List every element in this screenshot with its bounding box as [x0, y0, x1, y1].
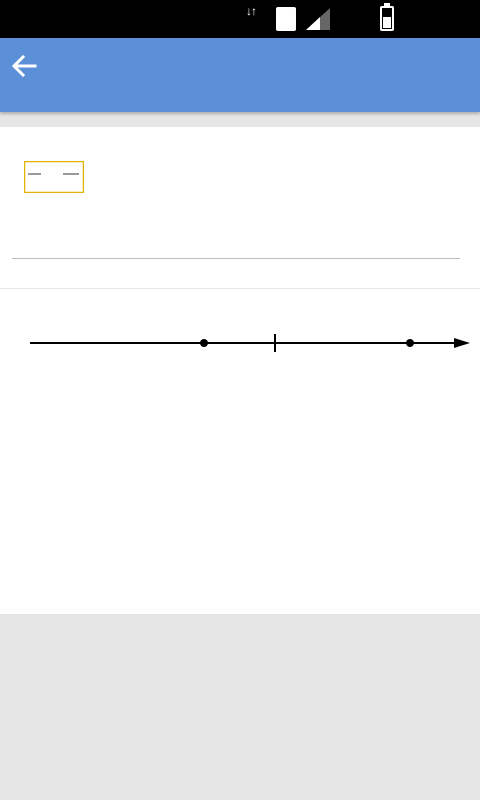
- questions-list[interactable]: [0, 127, 480, 737]
- expression-image: [24, 161, 84, 193]
- battery-icon: [380, 6, 394, 31]
- answer-underline: [12, 258, 460, 259]
- sim-indicator: [276, 7, 296, 31]
- point-y: [406, 339, 414, 347]
- network-type: ↓↑: [246, 4, 256, 18]
- back-button[interactable]: [8, 50, 40, 82]
- number-line: [30, 333, 470, 379]
- question-card-1: [0, 127, 480, 288]
- point-x: [200, 339, 208, 347]
- signal-icon: [306, 8, 330, 30]
- status-bar: [0, 0, 480, 38]
- arrow-left-icon: [11, 55, 37, 77]
- question-card-2: [0, 289, 480, 614]
- app-bar: [0, 38, 480, 112]
